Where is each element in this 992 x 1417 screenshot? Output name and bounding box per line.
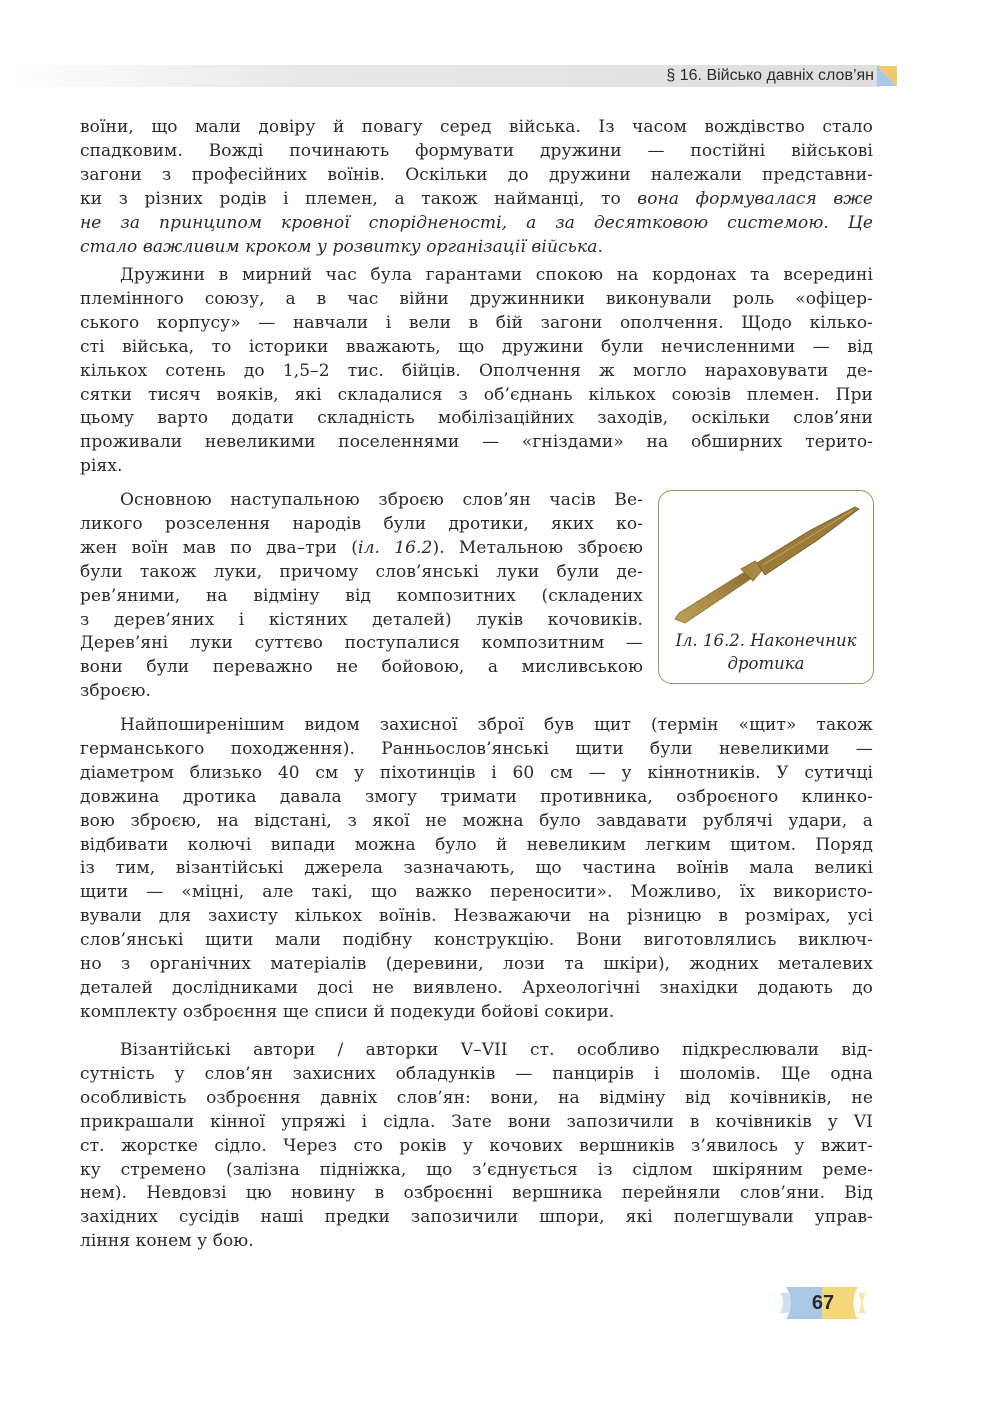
paragraph-4	[80, 714, 873, 1025]
text-line: ст. жорстке сідло. Через сто років у кочових вершників з’явилось у вжит-	[80, 1135, 873, 1156]
text-line: вували для захисту кількох воїнів. Незважаючи на різницю в розмірах, усі	[80, 906, 873, 927]
text-line: кількох сотень до 1,5–2 тис. бійців. Ополчення ж могло нараховувати де-	[80, 360, 873, 381]
text-line: ління конем у бою.	[80, 1231, 254, 1252]
text-line: ського корпусу» — навчали і вели в бій загони ополчення. Щодо кілько-	[80, 312, 873, 333]
text-line: но з органічних матеріалів (деревини, лози та шкіри), жодних металевих	[80, 954, 873, 975]
text-line: були також луки, причому слов’янські луки були де-	[80, 561, 643, 582]
text-line: комплекту озброєння ще списи й подекуди бойові сокири.	[80, 1001, 615, 1022]
text-line: воїни, що мали довіру й повагу серед війська. Із часом вождівство стало	[80, 117, 873, 137]
paragraph-2	[80, 264, 873, 479]
text-line: особливість озброєння давніх слов’ян: вони, на відміну від кочівників, не	[80, 1087, 873, 1108]
page-number: 67	[811, 1292, 835, 1314]
figure-16-2	[658, 490, 874, 684]
corner-ornament-icon	[877, 66, 897, 86]
paragraph-5	[80, 1039, 873, 1254]
text-line: діаметром близько 40 см у піхотинців і 60 см — у кіннотників. У сутичці	[80, 762, 873, 783]
spear-tip-image	[659, 491, 873, 631]
text-line: цьому варто додати складність мобілізаційних заходів, оскільки слов’яни	[80, 408, 873, 429]
text-line: Найпоширенішим видом захисної зброї був щит (термін «щит» також	[120, 715, 873, 735]
section-title: § 16. Військо давніх слов’ян	[666, 67, 874, 84]
text-line: стало важливим кроком у розвитку організації війська.	[80, 236, 603, 257]
text-line: західних сусідів наші предки запозичили шпори, які полегшували управ-	[80, 1207, 873, 1228]
text-line: сті війська, то історики вважають, що дружини були нечисленними — від	[80, 336, 873, 357]
text-line: щити — «міцні, але такі, що важко переносити». Можливо, їх використо-	[80, 882, 873, 903]
text-line: ріях.	[80, 456, 123, 477]
text-line: Візантійські автори / авторки V–VII ст. особливо підкреслювали від-	[120, 1040, 873, 1060]
text-line: ликого розселення народів були дротики, яких ко-	[80, 513, 643, 534]
text-line: германського походження). Ранньослов’янські щити були невеликими —	[80, 738, 873, 759]
text-line: Дружини в мирний час була гарантами спокою на кордонах та всередині	[120, 265, 873, 285]
text-line: жен воїн мав по два–три (іл. 16.2). Метальною зброєю	[80, 537, 643, 558]
text-line: відбивати колючі випади можна було й невеликим легким щитом. Поряд	[80, 834, 873, 855]
text-line: сутність у слов’ян захисних обладунків — панцирів і шоломів. Ще одна	[80, 1063, 873, 1084]
text-line: вою зброєю, на відстані, з якої не можна було завдавати рублячі удари, а	[80, 810, 873, 831]
text-line: прикрашали кінної упряжі і сідла. Зате вони запозичили в кочівників у VI	[80, 1111, 873, 1132]
text-line: сятки тисяч вояків, які складалися з об’єднань кількох союзів племен. При	[80, 384, 873, 405]
text-line: слов’янські щити мали подібну конструкцію. Вони виготовлялись виключ-	[80, 930, 873, 951]
text-line: Основною наступальною зброєю слов’ян часів Ве-	[120, 490, 643, 510]
text-line: не за принципом кровної спорідненості, а за десятковою системою. Це	[80, 212, 873, 233]
text-line: вони були переважно не бойовою, а мисливською	[80, 657, 643, 678]
figure-reference: іл. 16.2	[358, 537, 433, 558]
figure-caption: Іл. 16.2. Наконечник дротика	[675, 631, 857, 673]
text-line: нем). Невдовзі цю новину в озброєнні вершника перейняли слов’яни. Від	[80, 1183, 873, 1204]
text-line: ку стремено (залізна підніжка, що з’єднується із сідлом шкіряним реме-	[80, 1159, 873, 1180]
paragraph-1	[80, 116, 873, 259]
text-line: ки з різних родів і племен, а також найманці, то вона формувалася вже	[80, 188, 873, 209]
text-line: проживали невеликими поселеннями — «гніздами» на обширних терито-	[80, 432, 873, 453]
page-number-badge	[778, 1283, 868, 1323]
text-line: загони з професійних воїнів. Оскільки до дружини належали представни-	[80, 164, 873, 185]
text-line: з дерев’яних і кістяних деталей) луків кочовиків.	[80, 609, 643, 630]
text-line: рев’яними, на відміну від композитних (складених	[80, 585, 643, 606]
paragraph-3	[80, 489, 643, 704]
text-line: племінного союзу, а в час війни дружинники виконували роль «офіцер-	[80, 288, 873, 309]
text-line: із тим, візантійські джерела зазначають, що частина воїнів мала великі	[80, 858, 873, 879]
text-line: спадковим. Вожді починають формувати дружини — постійні військові	[80, 140, 873, 161]
text-line: зброєю.	[80, 681, 152, 702]
text-line: Дерев’яні луки суттєво поступалися композитним —	[80, 633, 643, 654]
text-line: деталей дослідниками досі не виявлено. Археологічні знахідки додають до	[80, 977, 873, 998]
text-line: довжина дротика давала змогу тримати противника, озброєного клинко-	[80, 786, 873, 807]
